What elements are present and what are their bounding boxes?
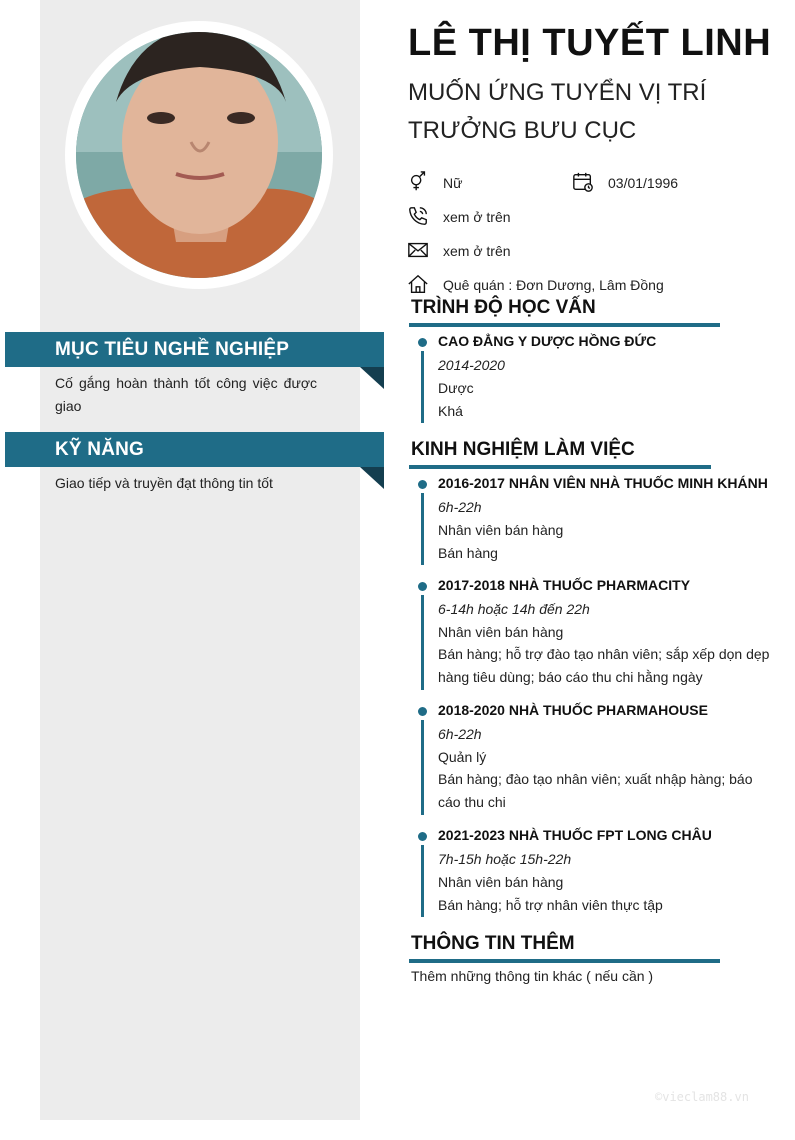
phone-value: xem ở trên — [443, 209, 511, 225]
timeline-dot — [418, 338, 427, 347]
skills-title: KỸ NĂNG — [55, 439, 145, 460]
timeline-line — [421, 720, 424, 815]
target-position — [408, 74, 768, 150]
position-line-2: TRƯỞNG BƯU CỤC — [408, 117, 637, 144]
job-heading: 2016-2017 NHÂN VIÊN NHÀ THUỐC MINH KHÁNH — [438, 475, 768, 491]
job-heading: 2018-2020 NHÀ THUỐC PHARMAHOUSE — [438, 702, 708, 718]
job-entry — [418, 577, 778, 693]
gender-icon — [407, 171, 429, 193]
timeline-line — [421, 595, 424, 690]
timeline-dot — [418, 480, 427, 489]
timeline-line — [421, 845, 424, 917]
timeline-line — [421, 351, 424, 423]
job-time: 6h-22h — [438, 499, 482, 515]
additional-text: Thêm những thông tin khác ( nếu cần ) — [411, 968, 654, 984]
job-heading: 2017-2018 NHÀ THUỐC PHARMACITY — [438, 577, 691, 593]
education-title: TRÌNH ĐỘ HỌC VẤN — [411, 297, 596, 318]
job-role: Quản lý — [438, 749, 487, 765]
school-name: CAO ĐẲNG Y DƯỢC HỒNG ĐỨC — [438, 333, 657, 349]
objective-title: MỤC TIÊU NGHỀ NGHIỆP — [55, 339, 290, 360]
job-description: Bán hàng; hỗ trợ đào tạo nhân viên; sắp xếp dọn dẹp hàng tiêu dùng; báo cáo thu chi hằng ngày — [438, 646, 770, 685]
avatar — [76, 32, 322, 278]
gender-value: Nữ — [443, 175, 463, 191]
job-time: 6-14h hoặc 14h đến 22h — [438, 601, 590, 617]
watermark: ©vieclam88.vn — [655, 1090, 749, 1104]
additional-divider — [409, 959, 720, 963]
job-time: 7h-15h hoặc 15h-22h — [438, 851, 572, 867]
job-role: Nhân viên bán hàng — [438, 874, 564, 890]
candidate-name: LÊ THỊ TUYẾT LINH — [408, 22, 772, 64]
email-value: xem ở trên — [443, 243, 511, 259]
objective-text: Cố gắng hoàn thành tốt công việc được giao — [55, 375, 317, 414]
education-entry — [418, 333, 778, 425]
timeline-dot — [418, 832, 427, 841]
timeline-line — [421, 493, 424, 565]
job-description: Bán hàng; hỗ trợ nhân viên thực tập — [438, 897, 663, 913]
job-description: Bán hàng — [438, 545, 498, 561]
additional-title: THÔNG TIN THÊM — [411, 933, 575, 954]
birthdate-value: 03/01/1996 — [608, 175, 679, 191]
timeline-dot — [418, 707, 427, 716]
hometown-value: Quê quán : Đơn Dương, Lâm Đồng — [443, 277, 664, 293]
home-icon — [407, 273, 429, 295]
timeline-dot — [418, 582, 427, 591]
phone-icon — [407, 205, 429, 227]
job-entry — [418, 827, 778, 919]
job-time: 6h-22h — [438, 726, 482, 742]
job-role: Nhân viên bán hàng — [438, 624, 564, 640]
job-role: Nhân viên bán hàng — [438, 522, 564, 538]
calendar-icon — [572, 171, 594, 193]
job-entry — [418, 702, 778, 818]
education-grade: Khá — [438, 403, 463, 419]
education-years: 2014-2020 — [438, 357, 505, 373]
ribbon-fold — [360, 467, 384, 489]
skills-ribbon — [5, 432, 384, 467]
job-description: Bán hàng; đào tạo nhân viên; xuất nhập hàng; báo cáo thu chi — [438, 771, 753, 810]
objective-ribbon — [5, 332, 384, 367]
mail-icon — [407, 239, 429, 261]
job-heading: 2021-2023 NHÀ THUỐC FPT LONG CHÂU — [438, 827, 712, 843]
education-major: Dược — [438, 380, 474, 396]
ribbon-fold — [360, 367, 384, 389]
education-divider — [409, 323, 720, 327]
skills-text: Giao tiếp và truyền đạt thông tin tốt — [55, 475, 273, 491]
experience-title: KINH NGHIỆM LÀM VIỆC — [411, 439, 635, 460]
job-entry — [418, 475, 778, 567]
experience-divider — [409, 465, 711, 469]
position-line-1: MUỐN ỨNG TUYỂN VỊ TRÍ — [408, 79, 707, 106]
